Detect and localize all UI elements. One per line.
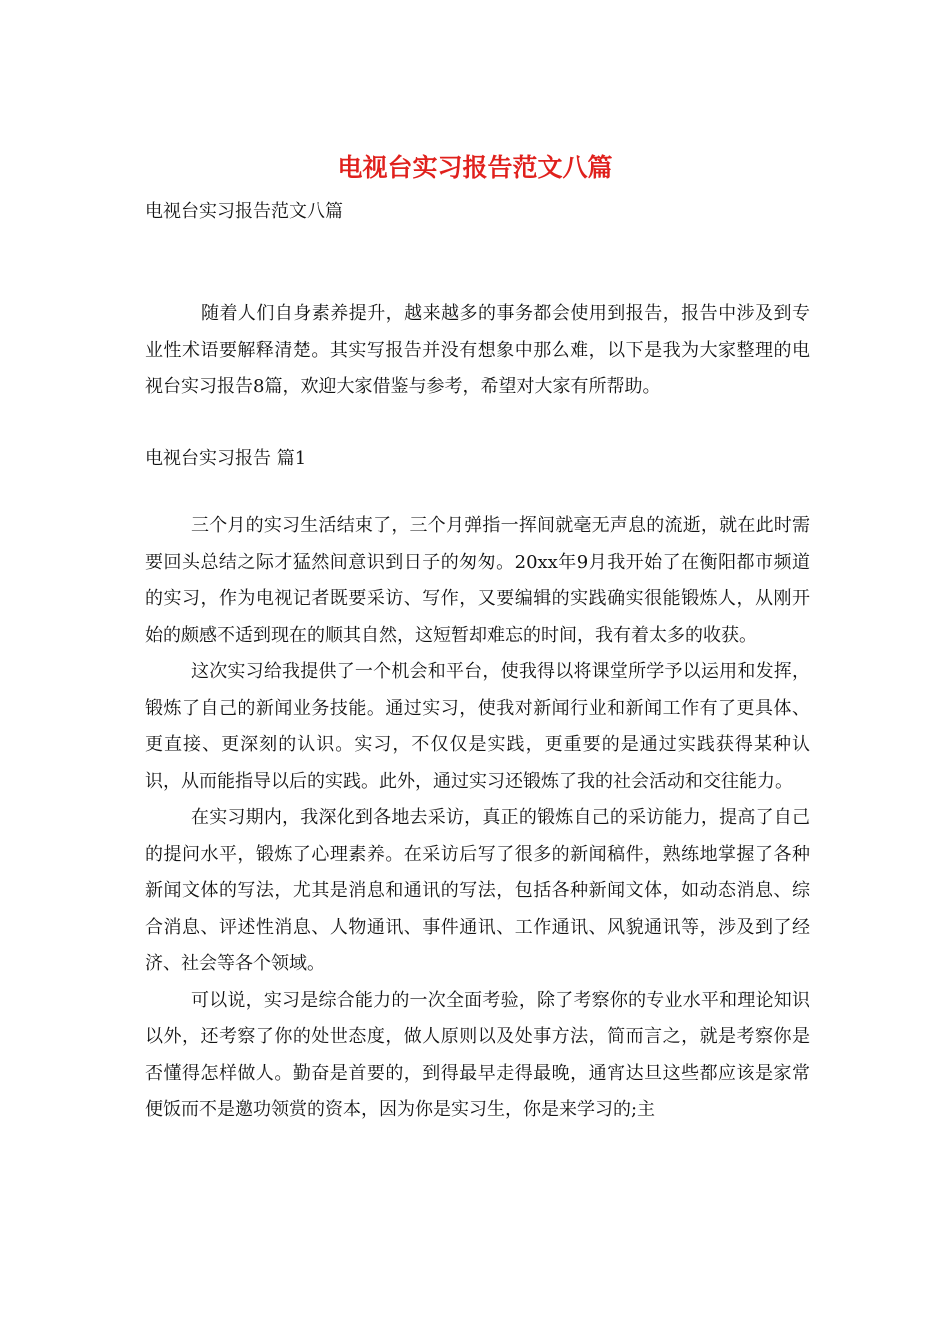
section-heading: 电视台实习报告 篇1 [145, 448, 307, 469]
document-subtitle: 电视台实习报告范文八篇 [145, 201, 343, 222]
intro-paragraph: 随着人们自身素养提升，越来越多的事务都会使用到报告，报告中涉及到专业性术语要解释清楚。其实写报告并没有想象中那么难，以下是我为大家整理的电视台实习报告8篇，欢迎大家借鉴与参考，希望对大家有所帮助。 [145, 303, 810, 397]
section-body [145, 508, 810, 1129]
document-title: 电视台实习报告范文八篇 [337, 153, 613, 182]
body-paragraph: 在实习期内，我深化到各地去采访，真正的锻炼自己的采访能力，提高了自己的提问水平，锻炼了心理素养。在采访后写了很多的新闻稿件，熟练地掌握了各种新闻文体的写法，尤其是消息和通讯的写法，包括各种新闻文体，如动态消息、综合消息、评述性消息、人物通讯、事件通讯、工作通讯、风貌通讯等，涉及到了经济、社会等各个领域。 [145, 807, 810, 974]
body-paragraph: 这次实习给我提供了一个机会和平台，使我得以将课堂所学予以运用和发挥，锻炼了自己的新闻业务技能。通过实习，使我对新闻行业和新闻工作有了更具体、更直接、更深刻的认识。实习，不仅仅是实践，更重要的是通过实践获得某种认识，从而能指导以后的实践。此外，通过实习还锻炼了我的社会活动和交往能力。 [145, 661, 810, 792]
body-paragraph: 可以说，实习是综合能力的一次全面考验，除了考察你的专业水平和理论知识以外，还考察了你的处世态度，做人原则以及处事方法，简而言之，就是考察你是否懂得怎样做人。勤奋是首要的，到得最早走得最晚，通宵达旦这些都应该是家常便饭而不是邀功领赏的资本，因为你是实习生，你是来学习的;主 [145, 989, 810, 1120]
body-paragraph: 三个月的实习生活结束了，三个月弹指一挥间就毫无声息的流逝，就在此时需要回头总结之际才猛然间意识到日子的匆匆。20xx年9月我开始了在衡阳都市频道的实习，作为电视记者既要采访、写作，又要编辑的实践确实很能锻炼人，从刚开始的颇感不适到现在的顺其自然，这短暂却难忘的时间，我有着太多的收获。 [145, 515, 810, 646]
